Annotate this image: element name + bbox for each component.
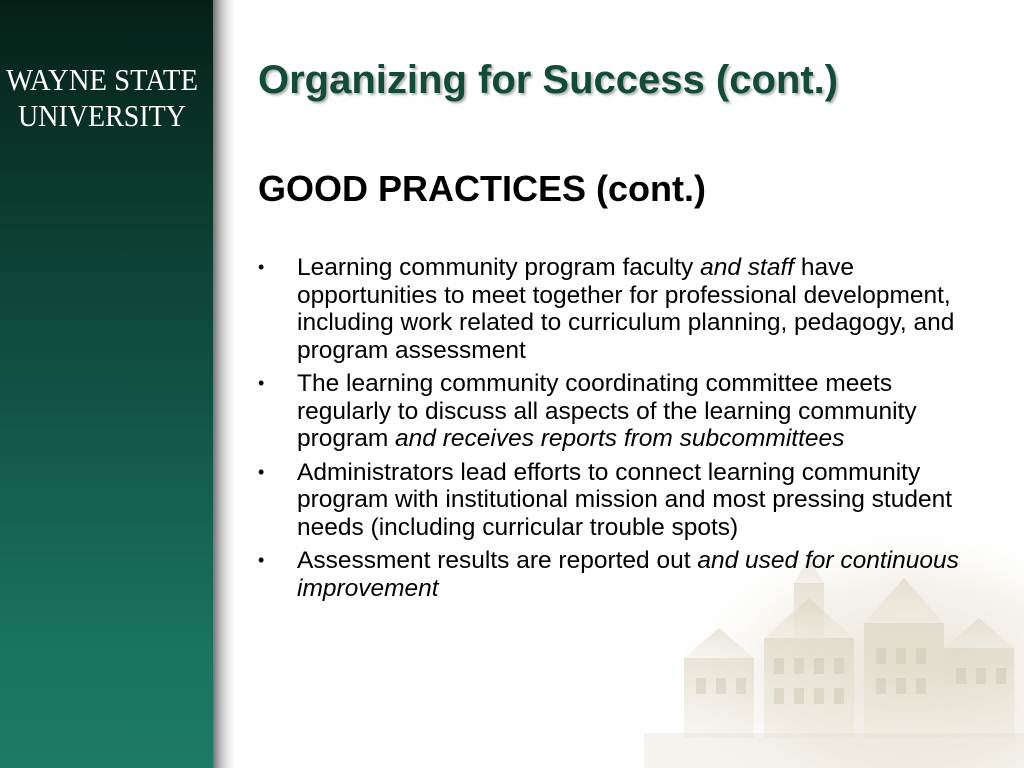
logo-line-1: WAYNE STATE xyxy=(6,62,198,97)
bullet-list xyxy=(258,254,973,608)
bullet-emphasis: and staff xyxy=(700,254,795,281)
wayne-state-logo xyxy=(4,58,204,136)
bullet-item xyxy=(258,459,973,542)
bullet-item xyxy=(258,254,973,364)
bullet-tail: have opportunities to meet together for professional development, including work related to curriculum planning, pedagogy, and program assessment xyxy=(297,254,955,364)
bullet-text: The learning community coordinating committee meets regularly to discuss all aspects of the learning community program xyxy=(297,370,917,452)
bullet-text: Assessment results are reported out xyxy=(297,547,698,574)
sidebar-shadow xyxy=(213,0,235,768)
logo-line-2: UNIVERSITY xyxy=(18,98,186,133)
bullet-icon: • xyxy=(258,257,265,277)
bullet-text: Administrators lead efforts to connect learning community program with institutional mission and most pressing student needs (including curricular trouble spots) xyxy=(297,458,953,541)
slide-subtitle: GOOD PRACTICES (cont.) xyxy=(258,168,706,209)
bullet-icon: • xyxy=(258,461,265,482)
bullet-item xyxy=(258,370,973,453)
bullet-text: Learning community program faculty xyxy=(297,254,701,281)
slide-title: Organizing for Success (cont.) xyxy=(258,58,839,102)
bullet-emphasis: and used for continuous improvement xyxy=(297,547,959,602)
bullet-item xyxy=(258,547,973,602)
bullet-emphasis: and receives reports from subcommittees xyxy=(395,425,845,452)
bullet-icon: • xyxy=(258,550,265,570)
bullet-icon: • xyxy=(258,373,265,393)
